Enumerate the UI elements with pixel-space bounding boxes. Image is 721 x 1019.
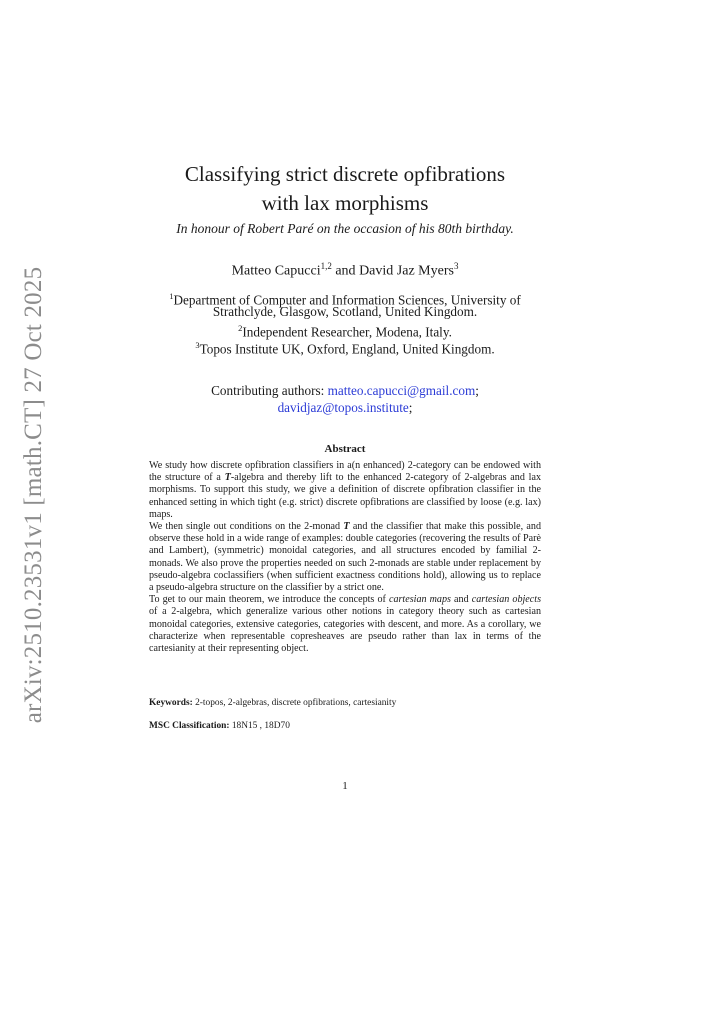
abstract-paragraph <box>149 594 541 655</box>
abstract-text: and <box>450 594 472 606</box>
abstract-paragraph <box>149 521 541 594</box>
affiliation-mark: 3 <box>195 340 200 350</box>
abstract-text: -algebra and thereby lift to the enhanced 2-category of 2-algebras and lax morphisms. To support this study, we give a definition of discrete opfibration classifier in the enhanced setting in which tight (e.g. strict) discrete opfibrations are classified by loose (e.g. lax) maps. <box>149 472 541 520</box>
author-conjunction: and <box>331 263 360 279</box>
abstract-text: To get to our main theorem, we introduce the concepts of <box>149 594 389 606</box>
author-affil-mark: 1,2 <box>320 261 332 271</box>
contributing-authors-cont <box>0 400 690 416</box>
monad-symbol: T <box>224 472 231 484</box>
affiliation-1-cont: Strathclyde, Glasgow, Scotland, United Kingdom. <box>212 304 478 319</box>
email-link-myers[interactable]: davidjaz@topos.institute <box>277 400 409 415</box>
dedication: In honour of Robert Paré on the occasion of his 80th birthday. <box>176 221 514 236</box>
email-separator: ; <box>475 383 479 398</box>
abstract-text: of a 2-algebra, which generalize various other notions in category theory such as cartesian monoidal categories, extensive categories, categories with descent, and more. As a corollary, we characterize when representable copresheaves are pseudo rather than lax in terms of the cartesianity at their representing object. <box>149 606 541 655</box>
contributing-label: Contributing authors: <box>211 383 328 398</box>
keywords-value: 2-topos, 2-algebras, discrete opfibrations, cartesianity <box>192 698 397 708</box>
monad-symbol: T <box>343 521 350 533</box>
affiliation-text: Independent Researcher, Modena, Italy. <box>242 324 452 340</box>
abstract-text: and the classifier that make this possible, and observe these hold in a wide range of examples: double categories (recovering the results of Parè and Lambert), (symmetric) monoidal categories, and all structures encoded by familial 2-monads. We also prove the properties needed on such 2-monads are stable under replacement by pseudo-algebra coclassifiers (when sufficient exactness conditions hold), allowing us to replace a pseudo-algebra structure on the classifier by a strict one. <box>149 521 541 594</box>
paper-title-line2: with lax morphisms <box>261 191 429 215</box>
abstract-emphasis: cartesian maps <box>388 594 451 606</box>
msc-classification <box>149 721 541 731</box>
affiliation-text: Topos Institute UK, Oxford, England, United Kingdom. <box>199 341 495 357</box>
abstract-text: We study how discrete opfibration classifiers in a(n enhanced) 2-category can be endowed with the structure of a <box>149 460 541 484</box>
contributing-authors <box>0 383 690 399</box>
abstract-paragraph <box>149 460 541 521</box>
abstract-emphasis: cartesian objects <box>471 594 541 606</box>
affiliation-text: Department of Computer and Information Sciences, University of <box>173 292 521 308</box>
abstract-text: We then single out conditions on the 2-monad <box>149 521 344 533</box>
author-list <box>0 261 690 280</box>
page-number: 1 <box>342 780 348 792</box>
affiliation-mark: 2 <box>238 323 243 333</box>
abstract-body <box>149 460 541 655</box>
paper-title-line1: Classifying strict discrete opfibrations <box>184 162 506 186</box>
author-name: Matteo Capucci <box>231 263 321 279</box>
msc-value: 18N15 , 18D70 <box>229 721 290 731</box>
arxiv-side-stamp: arXiv:2510.23531v1 [math.CT] 27 Oct 2025 <box>20 266 47 724</box>
author-affil-mark: 3 <box>453 261 459 271</box>
affiliation-3 <box>0 337 690 357</box>
abstract-heading: Abstract <box>324 443 366 455</box>
email-link-capucci[interactable]: matteo.capucci@gmail.com <box>327 383 476 398</box>
keywords <box>149 698 541 708</box>
author-name: David Jaz Myers <box>359 263 454 279</box>
keywords-label: Keywords: <box>149 698 193 708</box>
msc-label: MSC Classification: <box>149 721 230 731</box>
email-separator: ; <box>408 400 413 415</box>
affiliation-mark: 1 <box>169 291 174 301</box>
